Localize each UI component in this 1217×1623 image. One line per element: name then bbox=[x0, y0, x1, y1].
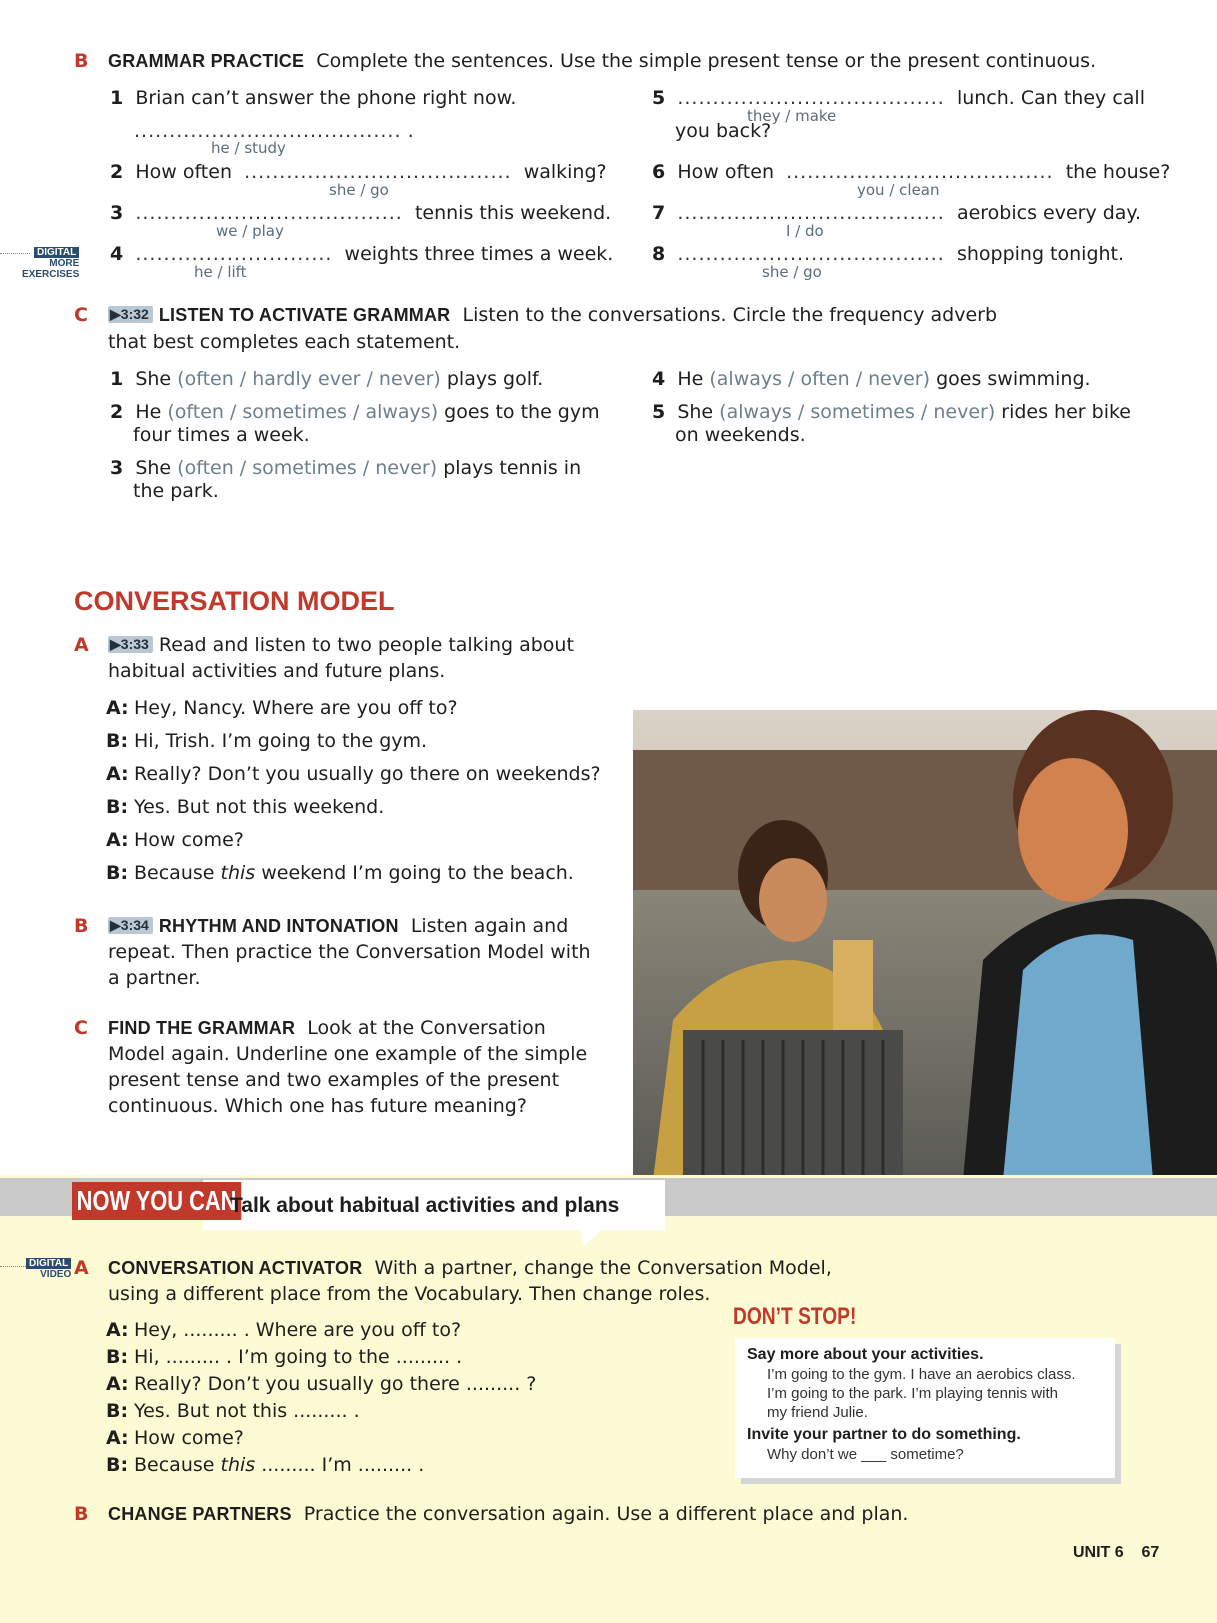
gp-item-8: 8 ...................................... shopping tonight. bbox=[652, 243, 1125, 265]
lag-item-3-line2: the park. bbox=[133, 480, 219, 502]
gp-item-4: 4 ............................ weights three times a week. bbox=[110, 243, 614, 265]
audio-play-button[interactable]: ▶3:33 bbox=[108, 636, 153, 653]
gp-item-1-blank[interactable]: ...................................... . bbox=[134, 120, 414, 142]
nyc-a-text: CONVERSATION ACTIVATOR With a partner, change the Conversation Model, bbox=[108, 1257, 832, 1279]
dont-stop-example: Why don’t we ___ sometime? bbox=[767, 1446, 964, 1463]
grammar-practice-title: GRAMMAR PRACTICE bbox=[108, 51, 305, 71]
gp-item-1 bbox=[110, 86, 516, 111]
conversation-photo bbox=[633, 710, 1217, 1180]
cue-she-go: she / go bbox=[329, 181, 389, 199]
audio-play-button[interactable]: ▶3:32 bbox=[108, 306, 153, 323]
lag-title: LISTEN TO ACTIVATE GRAMMAR bbox=[158, 305, 451, 325]
lag-item-5-line2: on weekends. bbox=[675, 424, 806, 446]
dont-stop-box bbox=[735, 1338, 1115, 1478]
audio-play-button[interactable]: ▶3:34 bbox=[108, 917, 153, 934]
lag-item-1: 1 She (often / hardly ever / never) plays golf. bbox=[110, 368, 544, 390]
cue-i-do: I / do bbox=[786, 222, 824, 240]
nyc-b-text: CHANGE PARTNERS Practice the conversation again. Use a different place and plan. bbox=[108, 1503, 909, 1525]
cm-c-text: FIND THE GRAMMAR Look at the Conversation bbox=[108, 1017, 546, 1039]
adverb-choices[interactable]: (often / sometimes / never) bbox=[177, 457, 438, 479]
blank[interactable]: ............................ bbox=[135, 243, 333, 265]
dialog-line: B: Because this weekend I’m going to the beach. bbox=[106, 862, 574, 884]
callout-pointer bbox=[580, 1228, 610, 1248]
lag-item-2-line2: four times a week. bbox=[133, 424, 310, 446]
item-number: 1 bbox=[110, 87, 124, 109]
dont-stop-example: my friend Julie. bbox=[767, 1404, 868, 1421]
activator-line: A: Hey, ......... . Where are you off to? bbox=[106, 1319, 462, 1341]
activator-line: B: Because this ......... I’m ......... . bbox=[106, 1454, 425, 1476]
cm-letter-b: B bbox=[74, 915, 89, 937]
item-text: Brian can’t answer the phone right now. bbox=[135, 87, 517, 109]
adverb-choices[interactable]: (always / sometimes / never) bbox=[719, 401, 996, 423]
section-letter-c: C bbox=[74, 304, 88, 326]
digital-video-icon[interactable]: DIGITAL VIDEO bbox=[26, 1258, 71, 1280]
blank[interactable]: ...................................... bbox=[135, 202, 403, 224]
adverb-choices[interactable]: (often / sometimes / always) bbox=[167, 401, 439, 423]
dont-stop-heading-2: Invite your partner to do something. bbox=[747, 1426, 1021, 1443]
activator-line: B: Yes. But not this ......... . bbox=[106, 1400, 360, 1422]
lag-item-5: 5 She (always / sometimes / never) rides her bike bbox=[652, 401, 1131, 423]
gp-item-7: 7 ...................................... aerobics every day. bbox=[652, 202, 1142, 224]
lag-instruction-2: that best completes each statement. bbox=[108, 331, 461, 353]
section-letter-b: B bbox=[74, 50, 89, 72]
nyc-a-text-2: using a different place from the Vocabulary. Then change roles. bbox=[108, 1283, 711, 1305]
gp-item-6: 6 How often ...................................... the house? bbox=[652, 161, 1171, 183]
now-you-can-title: Talk about habitual activities and plans bbox=[230, 1194, 620, 1217]
cue-you-clean: you / clean bbox=[857, 181, 940, 199]
cue-he-study: he / study bbox=[211, 139, 286, 157]
blank[interactable]: ...................................... bbox=[677, 202, 945, 224]
cm-c-text-4: continuous. Which one has future meaning? bbox=[108, 1095, 527, 1117]
page-footer bbox=[1073, 1544, 1159, 1562]
cm-c-text-2: Model again. Underline one example of the simple bbox=[108, 1043, 588, 1065]
conversation-model-title: CONVERSATION MODEL bbox=[74, 586, 395, 616]
blank[interactable]: ...................................... bbox=[786, 161, 1054, 183]
blank[interactable]: ...................................... bbox=[244, 161, 512, 183]
cue-he-lift: he / lift bbox=[194, 263, 247, 281]
gp-item-3: 3 ...................................... tennis this weekend. bbox=[110, 202, 612, 224]
page-number: 67 bbox=[1141, 1544, 1160, 1561]
cue-they-make: they / make bbox=[747, 107, 837, 125]
gp-item-5-line2: you back? bbox=[675, 120, 772, 142]
digital-more-exercises-icon[interactable]: DIGITAL MORE EXERCISES bbox=[22, 247, 80, 280]
lag-instruction: Listen to the conversations. Circle the frequency adverb bbox=[462, 304, 998, 326]
lag-item-2: 2 He (often / sometimes / always) goes to the gym bbox=[110, 401, 600, 423]
dont-stop-example: I’m going to the park. I’m playing tennis with bbox=[767, 1385, 1058, 1402]
dont-stop-example: I’m going to the gym. I have an aerobics class. bbox=[767, 1366, 1076, 1383]
activator-line: A: Really? Don’t you usually go there ......... ? bbox=[106, 1373, 537, 1395]
unit-label: UNIT 6 bbox=[1073, 1544, 1124, 1561]
activator-line: A: How come? bbox=[106, 1427, 244, 1449]
dialog-line: A: How come? bbox=[106, 829, 244, 851]
dialog-line: B: Yes. But not this weekend. bbox=[106, 796, 385, 818]
dialog-line: A: Really? Don’t you usually go there on weekends? bbox=[106, 763, 601, 785]
now-you-can-label: NOW YOU CAN bbox=[72, 1182, 241, 1220]
grammar-practice-header bbox=[108, 49, 1096, 74]
lag-item-3: 3 She (often / sometimes / never) plays tennis in bbox=[110, 457, 582, 479]
lag-header bbox=[108, 303, 997, 328]
cm-b-text-2: repeat. Then practice the Conversation Model with bbox=[108, 941, 591, 963]
blank[interactable]: ...................................... bbox=[677, 243, 945, 265]
cue-we-play: we / play bbox=[216, 222, 284, 240]
gp-item-5: 5 ...................................... lunch. Can they call bbox=[652, 87, 1145, 109]
nyc-letter-a: A bbox=[74, 1257, 89, 1279]
adverb-choices[interactable]: (always / often / never) bbox=[709, 368, 931, 390]
blank[interactable]: ...................................... bbox=[677, 87, 945, 109]
activator-line: B: Hi, ......... . I’m going to the ......... . bbox=[106, 1346, 463, 1368]
cm-letter-a: A bbox=[74, 634, 89, 656]
nyc-letter-b: B bbox=[74, 1503, 89, 1525]
cm-c-text-3: present tense and two examples of the present bbox=[108, 1069, 560, 1091]
cm-b-text-3: a partner. bbox=[108, 967, 201, 989]
lag-item-4: 4 He (always / often / never) goes swimming. bbox=[652, 368, 1091, 390]
cm-letter-c: C bbox=[74, 1017, 88, 1039]
cm-a-text-2: habitual activities and future plans. bbox=[108, 660, 446, 682]
cue-she-go-2: she / go bbox=[762, 263, 822, 281]
grammar-practice-instruction: Complete the sentences. Use the simple present tense or the present continuous. bbox=[316, 50, 1097, 72]
gp-item-2: 2 How often ...................................... walking? bbox=[110, 161, 607, 183]
adverb-choices[interactable]: (often / hardly ever / never) bbox=[177, 368, 441, 390]
cm-a-text: ▶3:33 Read and listen to two people talking about bbox=[110, 634, 574, 656]
cm-b-text: ▶3:34 RHYTHM AND INTONATION Listen again and bbox=[110, 915, 569, 937]
dont-stop-title: DON’T STOP! bbox=[733, 1303, 857, 1330]
dialog-line: A: Hey, Nancy. Where are you off to? bbox=[106, 697, 458, 719]
dont-stop-heading-1: Say more about your activities. bbox=[747, 1346, 984, 1363]
dialog-line: B: Hi, Trish. I’m going to the gym. bbox=[106, 730, 428, 752]
